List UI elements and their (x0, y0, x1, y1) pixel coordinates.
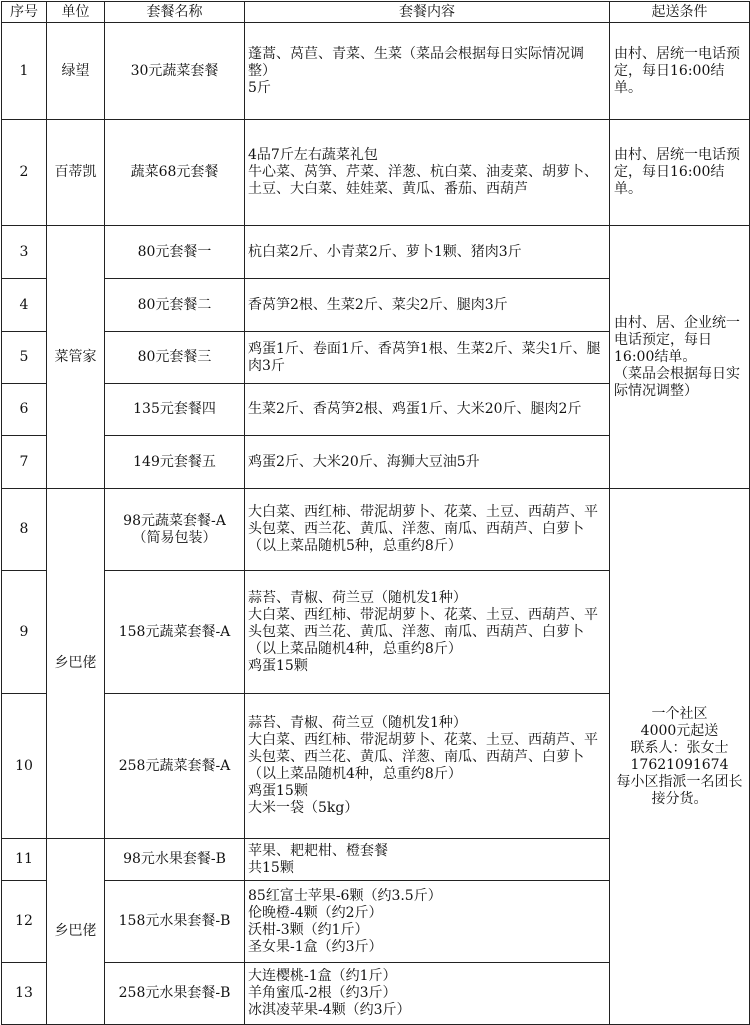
package-table (1, 1, 750, 1025)
row-no: 1 (2, 23, 47, 120)
row-name: 149元套餐五 (105, 436, 245, 489)
cond-caiguanjia: 由村、居、企业统一电话预定，每日16:00结单。 （菜品会根据每日实际情况调整） (610, 226, 750, 489)
table-row (2, 226, 750, 279)
unit-xiangbalao-2: 乡巴佬 (47, 839, 105, 1025)
header-name: 套餐名称 (105, 2, 245, 23)
row-content: 苹果、耙耙柑、橙套餐 共15颗 (245, 839, 610, 881)
row-name: 258元蔬菜套餐-A (105, 694, 245, 839)
row-content: 蓬蒿、莴苣、青菜、生菜（菜品会根据每日实际情况调整） 5斤 (245, 23, 610, 120)
row-name: 80元套餐三 (105, 332, 245, 384)
row-content: 蒜苔、青椒、荷兰豆（随机发1种） 大白菜、西红柿、带泥胡萝卜、花菜、土豆、西葫芦、平头包菜、西兰花、黄瓜、洋葱、南瓜、西葫芦、白萝卜（以上菜品随机4种，总重约8斤） 鸡蛋15颗 (245, 571, 610, 694)
row-no: 8 (2, 489, 47, 571)
row-no: 7 (2, 436, 47, 489)
row-name: 80元套餐二 (105, 279, 245, 332)
row-name: 258元水果套餐-B (105, 963, 245, 1025)
row-name: 135元套餐四 (105, 384, 245, 436)
row-no: 10 (2, 694, 47, 839)
unit-caiguanjia: 菜管家 (47, 226, 105, 489)
row-content: 4品7斤左右蔬菜礼包 牛心菜、莴笋、芹菜、洋葱、杭白菜、油麦菜、胡萝卜、土豆、大白菜、娃娃菜、黄瓜、番茄、西葫芦 (245, 120, 610, 226)
row-content: 大白菜、西红柿、带泥胡萝卜、花菜、土豆、西葫芦、平头包菜、西兰花、黄瓜、洋葱、南瓜、西葫芦、白萝卜（以上菜品随机5种，总重约8斤） (245, 489, 610, 571)
row-name: 30元蔬菜套餐 (105, 23, 245, 120)
table-row (2, 489, 750, 571)
row-no: 4 (2, 279, 47, 332)
unit-xiangbalao-1: 乡巴佬 (47, 489, 105, 839)
row-unit: 绿望 (47, 23, 105, 120)
row-name: 蔬菜68元套餐 (105, 120, 245, 226)
row-name: 158元蔬菜套餐-A (105, 571, 245, 694)
row-no: 3 (2, 226, 47, 279)
header-content: 套餐内容 (245, 2, 610, 23)
cond-xiangbalao: 一个社区 4000元起送 联系人：张女士 17621091674 每小区指派一名团长接分货。 (610, 489, 750, 1025)
row-content: 鸡蛋2斤、大米20斤、海狮大豆油5升 (245, 436, 610, 489)
row-no: 2 (2, 120, 47, 226)
header-no: 序号 (2, 2, 47, 23)
row-cond: 由村、居统一电话预定，每日16:00结单。 (610, 23, 750, 120)
row-content: 杭白菜2斤、小青菜2斤、萝卜1颗、猪肉3斤 (245, 226, 610, 279)
table-row (2, 120, 750, 226)
row-name: 80元套餐一 (105, 226, 245, 279)
row-content: 大连樱桃-1盒（约1斤） 羊角蜜瓜-2根（约3斤） 冰淇凌苹果-4颗（约3斤） (245, 963, 610, 1025)
row-no: 6 (2, 384, 47, 436)
header-unit: 单位 (47, 2, 105, 23)
row-name: 98元水果套餐-B (105, 839, 245, 881)
row-content: 生菜2斤、香莴笋2根、鸡蛋1斤、大米20斤、腿肉2斤 (245, 384, 610, 436)
row-no: 12 (2, 881, 47, 963)
header-cond: 起送条件 (610, 2, 750, 23)
row-content: 香莴笋2根、生菜2斤、菜尖2斤、腿肉3斤 (245, 279, 610, 332)
row-no: 9 (2, 571, 47, 694)
row-no: 11 (2, 839, 47, 881)
row-name: 98元蔬菜套餐-A （简易包装） (105, 489, 245, 571)
row-content: 85红富士苹果-6颗（约3.5斤） 伦晚橙-4颗（约2斤） 沃柑-3颗（约1斤） 圣女果-1盒（约3斤） (245, 881, 610, 963)
row-unit: 百蒂凯 (47, 120, 105, 226)
row-cond: 由村、居统一电话预定，每日16:00结单。 (610, 120, 750, 226)
header-row (2, 2, 750, 23)
row-content: 蒜苔、青椒、荷兰豆（随机发1种） 大白菜、西红柿、带泥胡萝卜、花菜、土豆、西葫芦、平头包菜、西兰花、黄瓜、洋葱、南瓜、西葫芦、白萝卜（以上菜品随机4种，总重约8斤） 鸡蛋15颗 大米一袋（5kg） (245, 694, 610, 839)
row-no: 5 (2, 332, 47, 384)
row-name: 158元水果套餐-B (105, 881, 245, 963)
table-row (2, 23, 750, 120)
row-no: 13 (2, 963, 47, 1025)
row-content: 鸡蛋1斤、卷面1斤、香莴笋1根、生菜2斤、菜尖1斤、腿肉3斤 (245, 332, 610, 384)
